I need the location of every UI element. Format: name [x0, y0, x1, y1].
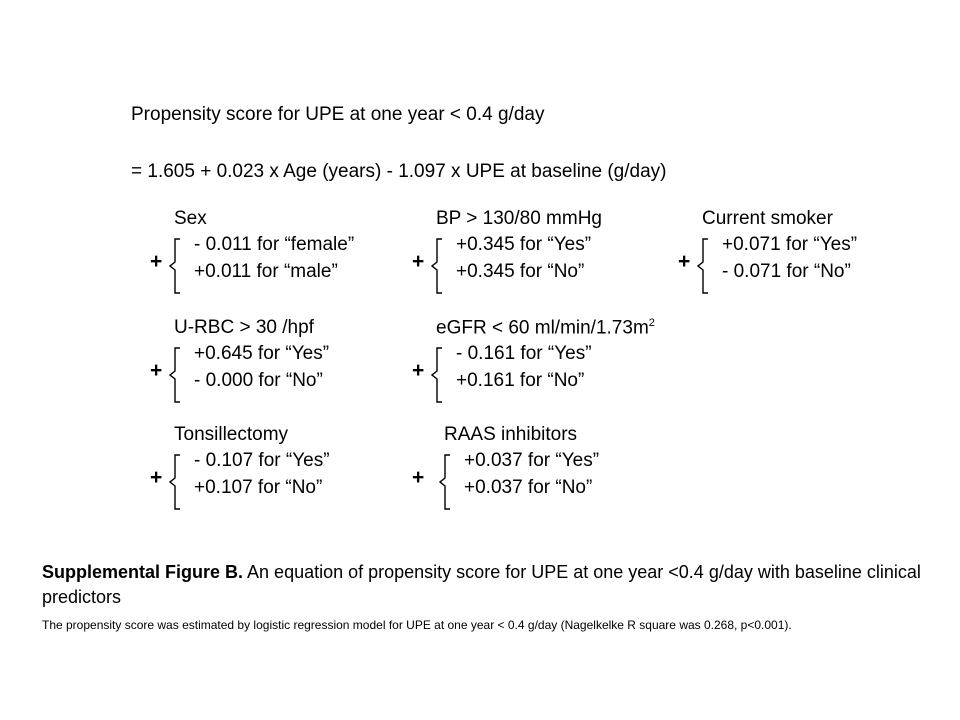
brace-icon [431, 347, 445, 403]
predictor-label: U-RBC > 30 /hpf [174, 317, 314, 338]
predictor-option: +0.345 for “No” [456, 261, 585, 282]
predictor-tonsillectomy [150, 424, 400, 514]
plus-sign: + [150, 466, 163, 489]
plus-sign: + [412, 466, 425, 489]
superscript: 2 [648, 317, 655, 329]
predictor-label: Tonsillectomy [174, 424, 289, 445]
brace-icon [169, 347, 183, 403]
plus-sign: + [412, 359, 425, 382]
brace-icon [439, 454, 453, 510]
predictor-label: BP > 130/80 mmHg [436, 208, 602, 229]
brace-icon [697, 238, 711, 294]
predictor-option: +0.037 for “Yes” [464, 450, 600, 471]
plus-sign: + [150, 359, 163, 382]
predictor-option: +0.037 for “No” [464, 477, 593, 498]
plus-sign: + [150, 250, 163, 273]
equation-base: = 1.605 + 0.023 x Age (years) - 1.097 x UPE at baseline (g/day) [131, 161, 667, 182]
predictor-option: +0.071 for “Yes” [722, 234, 858, 255]
brace-icon [431, 238, 445, 294]
plus-sign: + [678, 250, 691, 273]
plus-sign: + [412, 250, 425, 273]
figure-note: The propensity score was estimated by logistic regression model for UPE at one year < 0.4 g/day (Nagelkelke R square was 0.268, p<0.001). [42, 618, 792, 632]
predictor-option: +0.161 for “No” [456, 370, 585, 391]
predictor-label: Sex [174, 208, 207, 229]
predictor-option: +0.107 for “No” [194, 477, 323, 498]
predictor-label: eGFR < 60 $ml/\min/1.73m^2$ [436, 317, 655, 339]
predictor-option: - 0.000 for “No” [194, 370, 323, 391]
caption-text: An equation of propensity score for UPE at one year <0.4 g/day with baseline clinical predictors [42, 562, 921, 607]
predictor-option: - 0.107 for “Yes” [194, 450, 330, 471]
predictor-smoker [678, 208, 928, 298]
predictor-option: +0.645 for “Yes” [194, 343, 330, 364]
predictor-option: +0.011 for “male” [194, 261, 338, 282]
predictor-option: - 0.011 for “female” [194, 234, 355, 255]
predictor-option: - 0.071 for “No” [722, 261, 851, 282]
predictor-raas [412, 424, 662, 514]
predictor-sex [150, 208, 400, 298]
figure-caption [42, 560, 922, 610]
predictor-label: Current smoker [702, 208, 833, 229]
equation-title: Propensity score for UPE at one year < 0.4 g/day [131, 104, 545, 125]
predictor-urbc [150, 317, 400, 407]
predictor-option: - 0.161 for “Yes” [456, 343, 592, 364]
predictor-option: +0.345 for “Yes” [456, 234, 592, 255]
predictor-egfr [412, 317, 662, 407]
predictor-label: RAAS inhibitors [444, 424, 578, 445]
brace-icon [169, 238, 183, 294]
predictor-bp [412, 208, 662, 298]
brace-icon [169, 454, 183, 510]
caption-label: Supplemental Figure B. [42, 562, 244, 582]
